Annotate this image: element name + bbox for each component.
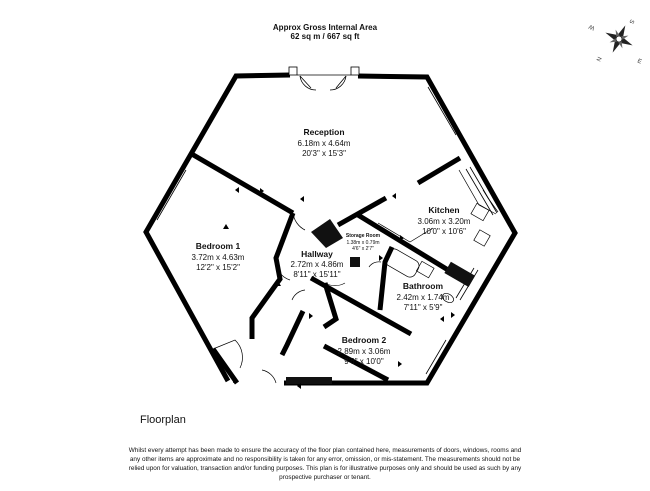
room-bedroom1-name: Bedroom 1 [195,241,241,251]
room-kitchen-metric: 3.06m x 3.20m [417,217,471,226]
interior-wall [338,198,386,225]
compass-w: W [588,22,596,31]
room-kitchen-imperial: 10'0" x 10'6" [422,227,466,236]
room-hallway-imperial: 8'11" x 15'11" [293,270,341,279]
room-hallway-metric: 2.72m x 4.86m [290,260,344,269]
room-reception-imperial: 20'3" x 15'3" [302,149,346,158]
area-value: 62 sq m / 667 sq ft [290,32,360,41]
room-bathroom-name: Bathroom [402,281,444,291]
room-reception-name: Reception [303,127,345,137]
interior-wall [418,158,460,183]
room-bathroom-imperial: 7'11" x 5'9" [403,303,443,312]
room-kitchen-name: Kitchen [428,205,460,215]
room-bedroom1-metric: 3.72m x 4.63m [191,253,245,262]
room-bedroom2-name: Bedroom 2 [341,335,387,345]
disclaimer-line: prospective purchaser or tenant. [279,474,371,481]
interior-wall [282,311,303,355]
room-bathroom-metric: 2.42m x 1.74m [396,293,450,302]
room-hallway-name: Hallway [301,249,333,259]
disclaimer [95,446,555,482]
disclaimer-line: Whilst every attempt has been made to ensure the accuracy of the floor plan contained here, measurements of doors, windows, rooms and [128,447,522,454]
room-storage-imperial: 4'6" x 2'7" [352,246,374,252]
room-storage-name: Storage Room [345,233,381,239]
floor-label: Floorplan [140,414,186,426]
outer-wall [146,75,290,381]
room-reception-metric: 6.18m x 4.64m [297,139,351,148]
room-storage-metric: 1.38m x 0.79m [346,240,380,246]
interior-wall [190,153,293,213]
compass-s: S [627,18,635,25]
disclaimer-line: relied upon for valuation, transaction and/or funding purposes. This plan is for illustrative purposes only and should be used as such by any [128,465,522,472]
compass-e: E [636,58,643,66]
area-title: Approx Gross Internal Area [272,23,378,32]
room-bedroom1-imperial: 12'2" x 15'2" [196,263,240,272]
interior-wall [252,213,293,339]
room-bedroom2-imperial: 9'6" x 10'0" [344,357,384,366]
room-bedroom2-metric: 2.89m x 3.06m [337,347,391,356]
compass-n: N [596,56,604,63]
disclaimer-line: any other items are approximate and no responsibility is taken for any error, omission, or mis-statement. The measurements should not be [129,456,521,463]
